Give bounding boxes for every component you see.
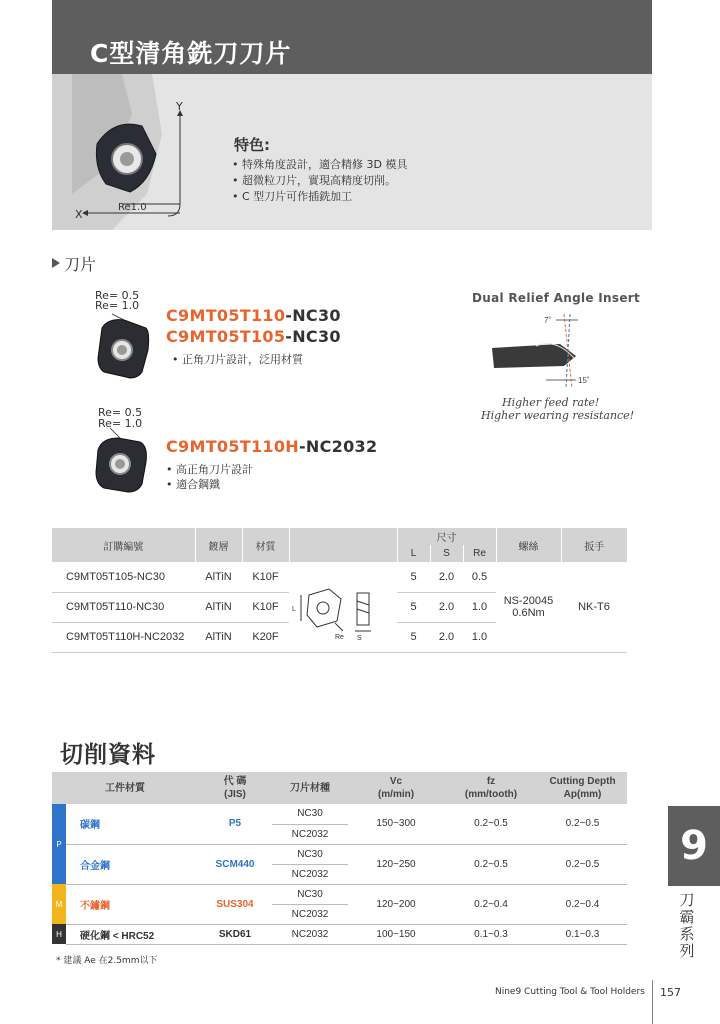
cell-grade: NC30 [272,804,348,824]
re-label: Re= 0.5 [95,289,140,302]
re-label: Re= 1.0 [95,299,140,312]
cell-screw: NS-20045 0.6Nm [496,562,561,652]
cell-ap: 0.1~0.3 [538,924,627,944]
cell-re: 1.0 [463,622,496,652]
insert-code: C9MT05T110-NC30 [166,306,341,325]
cell-fz: 0.1~0.3 [444,924,538,944]
class-h-badge: H [52,924,66,944]
triangle-icon [52,258,60,268]
cell-re: 1.0 [463,592,496,622]
dual-relief-title: Dual Relief Angle Insert [472,291,641,305]
cell-order-no: C9MT05T110H-NC2032 [52,622,195,652]
cell-order-no: C9MT05T110-NC30 [52,592,195,622]
cell-grade: NC30 [272,844,348,864]
cell-ap: 0.2~0.5 [538,844,627,884]
radius-label: Re1.0 [118,202,147,213]
header-workpiece: 工件材質 [52,772,198,804]
cell-code: SKD61 [198,924,272,944]
series-label: 刀霸系列 [679,891,695,960]
section-insert: 刀片 [52,252,96,275]
page-title: C型清角銑刀刀片 [90,39,292,68]
header-insert-material: 刀片材種 [272,772,348,804]
cutting-table [52,772,627,945]
cell-coating: AlTiN [195,622,242,652]
dim-label-re: Re [335,634,344,642]
re-label: Re= 0.5 [98,406,143,419]
cell-material: K20F [242,622,289,652]
axis-y-label: Y [176,100,183,113]
header-material: 材質 [242,528,289,562]
cell-material: 不鏽鋼 [66,884,198,924]
header-code: 代 碼 (JIS) [198,772,272,804]
feature-item: • 特殊角度設計，適合精修 3D 模具 [232,158,408,171]
table-row [52,924,627,944]
cell-code: SUS304 [198,884,272,924]
header-order-no: 訂購編號 [52,528,195,562]
cell-order-no: C9MT05T105-NC30 [52,562,195,592]
cell-grade: NC2032 [272,924,348,944]
table-row [52,884,627,904]
cell-material: 碳鋼 [66,804,198,844]
features-title: 特色: [234,136,270,154]
dimension-diagram [289,562,397,652]
table-row [52,562,627,592]
cell-ap: 0.2~0.4 [538,884,627,924]
cell-re: 0.5 [463,562,496,592]
header-fz: fz (mm/tooth) [444,772,538,804]
angle-bottom-label: 15˚ [578,376,590,385]
cell-vc: 150~300 [348,804,444,844]
header-screw: 螺絲 [496,528,561,562]
header-vc: Vc (m/min) [348,772,444,804]
axis-x-label: X [75,208,83,221]
insert-code: C9MT05T110H-NC2032 [166,437,378,456]
cell-material: 合金鋼 [66,844,198,884]
header-wrench: 扳手 [561,528,627,562]
cell-material: 硬化鋼 < HRC52 [66,924,198,944]
dual-relief-note: Higher wearing resistance! [481,409,635,422]
header-coating: 鍍層 [195,528,242,562]
header-depth: Cutting Depth Ap(mm) [538,772,627,804]
insert-code: C9MT05T105-NC30 [166,327,341,346]
cell-grade: NC30 [272,884,348,904]
cell-vc: 100~150 [348,924,444,944]
cell-coating: AlTiN [195,592,242,622]
cell-grade: NC2032 [272,824,348,844]
cell-s: 2.0 [430,592,463,622]
cell-coating: AlTiN [195,562,242,592]
header-size: 尺寸 [397,528,496,545]
re-label: Re= 1.0 [98,417,143,430]
header-s: S [430,545,463,562]
header-banner [52,0,652,74]
cell-l: 5 [397,622,430,652]
cell-grade: NC2032 [272,904,348,924]
cell-fz: 0.2~0.5 [444,844,538,884]
page-number: 157 [660,986,681,999]
cell-vc: 120~200 [348,884,444,924]
insert-image [90,310,152,384]
header-re: Re [463,545,496,562]
cell-code: P5 [198,804,272,844]
dimension-drawing [291,565,395,645]
dim-label-s: S [357,635,362,643]
insert-image [90,426,152,500]
chapter-number-tab: 9 [668,806,720,886]
dual-relief-diagram [486,312,596,392]
footer-divider [652,980,653,1024]
cell-l: 5 [397,562,430,592]
cell-material: K10F [242,562,289,592]
feature-item: • 超微粒刀片，實現高精度切削。 [232,174,396,187]
class-m-badge: M [52,884,66,924]
header-diagram [289,528,397,562]
insert-bullet: • 適合鋼鐵 [166,478,220,491]
dim-label-l: L [292,606,296,614]
insert-bullet: • 高正角刀片設計 [166,463,253,476]
insert-bullet: • 正角刀片設計，泛用材質 [172,353,303,366]
cell-fz: 0.2~0.5 [444,804,538,844]
class-p-badge: P [52,804,66,884]
table-row [52,844,627,864]
cell-fz: 0.2~0.4 [444,884,538,924]
dual-relief-note: Higher feed rate! [502,396,600,409]
section-cutting-data: 切削資料 [60,742,156,768]
cell-code: SCM440 [198,844,272,884]
product-table [52,528,627,653]
cell-s: 2.0 [430,622,463,652]
cell-vc: 120~250 [348,844,444,884]
cell-s: 2.0 [430,562,463,592]
cutting-note: * 建議 Ae 在2.5mm以下 [56,956,158,966]
cell-ap: 0.2~0.5 [538,804,627,844]
cell-wrench: NK-T6 [561,562,627,652]
cell-material: K10F [242,592,289,622]
angle-top-label: 7˚ [544,316,552,325]
cell-grade: NC2032 [272,864,348,884]
footer-company: Nine9 Cutting Tool & Tool Holders [495,987,645,997]
feature-item: • C 型刀片可作插銑加工 [232,190,353,203]
cell-l: 5 [397,592,430,622]
table-row [52,804,627,824]
header-l: L [397,545,430,562]
